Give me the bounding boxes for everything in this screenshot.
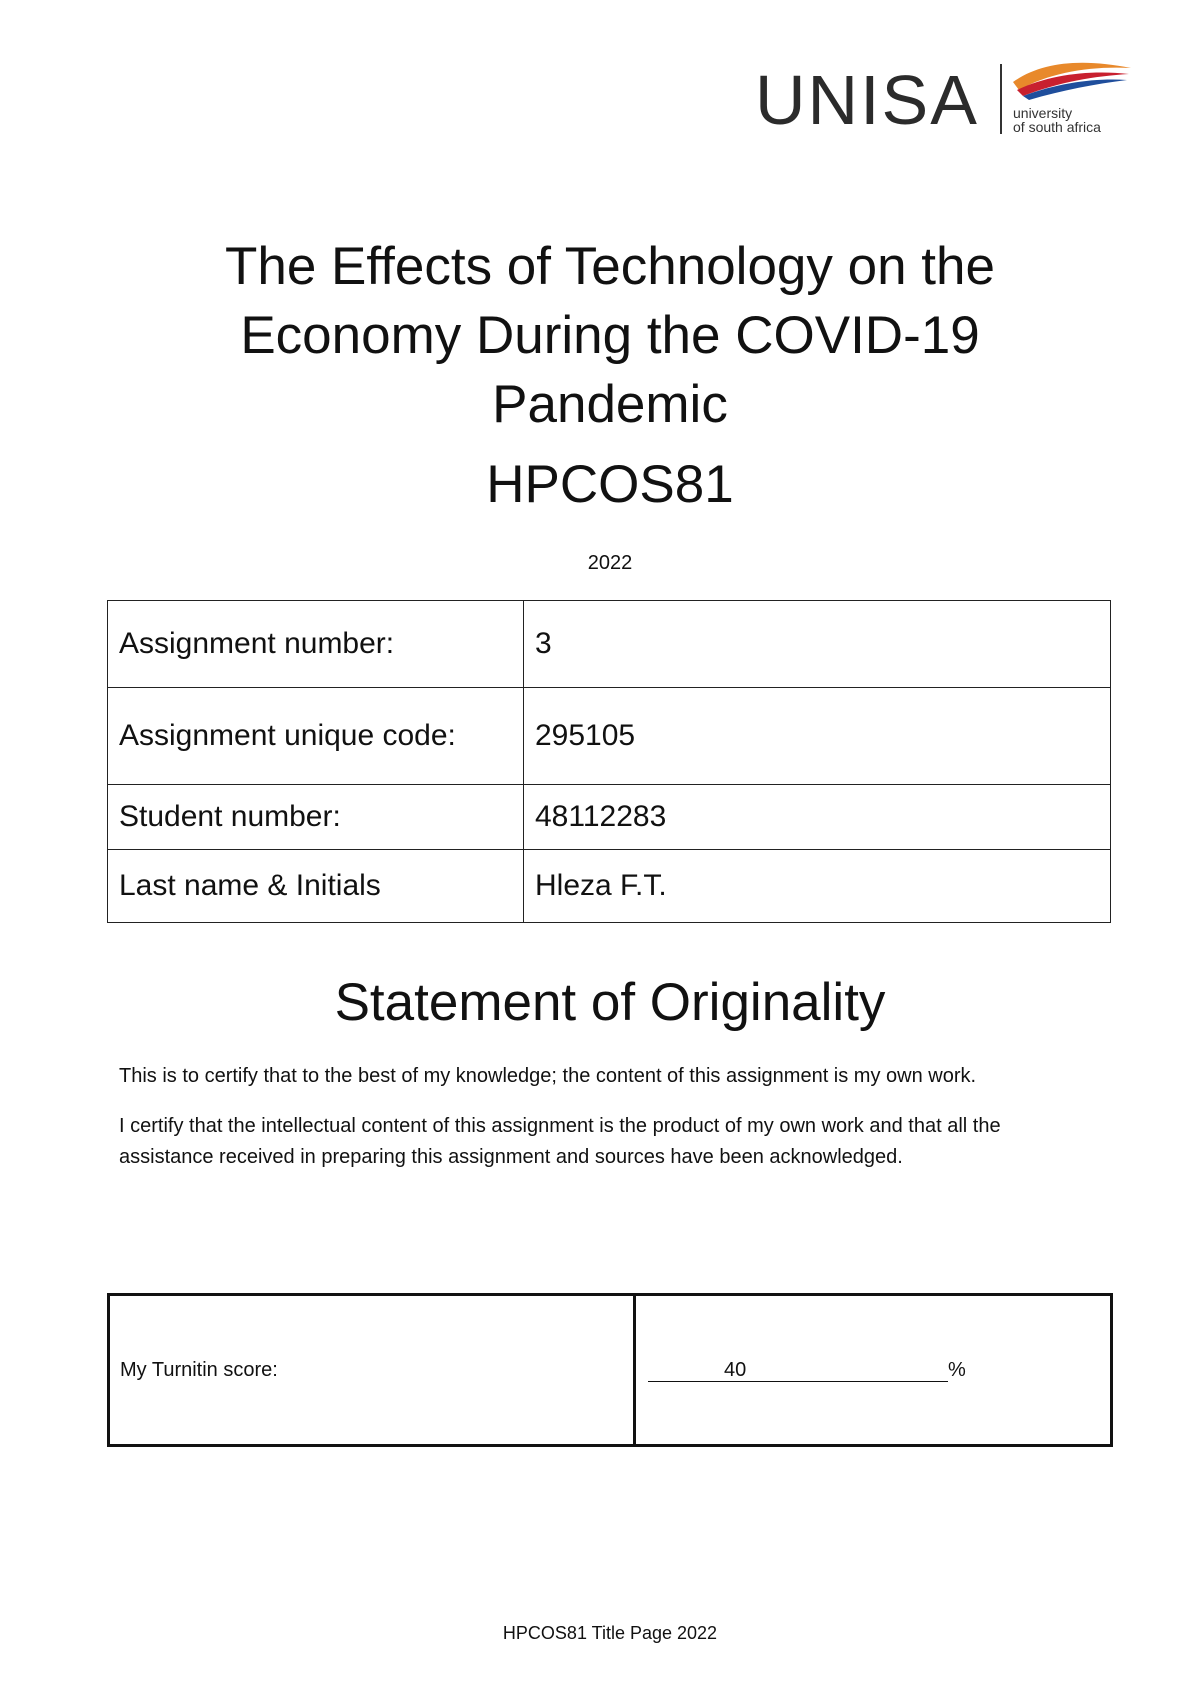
student-number-value: 48112283	[524, 785, 1111, 850]
table-row	[108, 785, 1111, 850]
student-number-label: Student number:	[108, 785, 524, 850]
logo-wordmark: UNISA	[755, 61, 979, 139]
assignment-info-table	[107, 600, 1111, 923]
statement-paragraph-2: I certify that the intellectual content of this assignment is the product of my own work and that all the assistance received in preparing this assignment and sources have been acknowledged.	[119, 1115, 1001, 1168]
turnitin-score-value: 40	[648, 1359, 948, 1382]
turnitin-percent-sign: %	[948, 1358, 966, 1381]
page-footer: HPCOS81 Title Page 2022	[502, 1623, 718, 1643]
statement-paragraph-1: This is to certify that to the best of my knowledge; the content of this assignment is my own work.	[119, 1065, 977, 1087]
document-title: The Effects of Technology on the Economy During the COVID-19 Pandemic	[224, 237, 995, 434]
turnitin-cell	[635, 1295, 1112, 1446]
logo-tagline-line2: of south africa	[1013, 119, 1101, 135]
unique-code-value: 295105	[524, 688, 1111, 785]
logo-divider	[1000, 64, 1002, 134]
assignment-number-value: 3	[524, 601, 1111, 688]
logo-tagline	[1013, 106, 1101, 134]
unique-code-label: Assignment unique code:	[108, 688, 524, 785]
table-row	[108, 688, 1111, 785]
logo-tagline-line1: university	[1013, 105, 1073, 121]
logo-swoosh-icon	[1011, 60, 1133, 100]
last-name-label: Last name & Initials	[108, 850, 524, 923]
table-row	[108, 850, 1111, 923]
table-row	[108, 601, 1111, 688]
statement-heading: Statement of Originality	[334, 973, 886, 1032]
last-name-value: Hleza F.T.	[524, 850, 1111, 923]
turnitin-label: My Turnitin score:	[109, 1295, 635, 1446]
turnitin-table	[107, 1293, 1113, 1447]
assignment-number-label: Assignment number:	[108, 601, 524, 688]
unisa-logo	[755, 60, 1135, 140]
module-code: HPCOS81	[486, 455, 734, 514]
table-row	[109, 1295, 1112, 1446]
document-year: 2022	[587, 552, 633, 574]
